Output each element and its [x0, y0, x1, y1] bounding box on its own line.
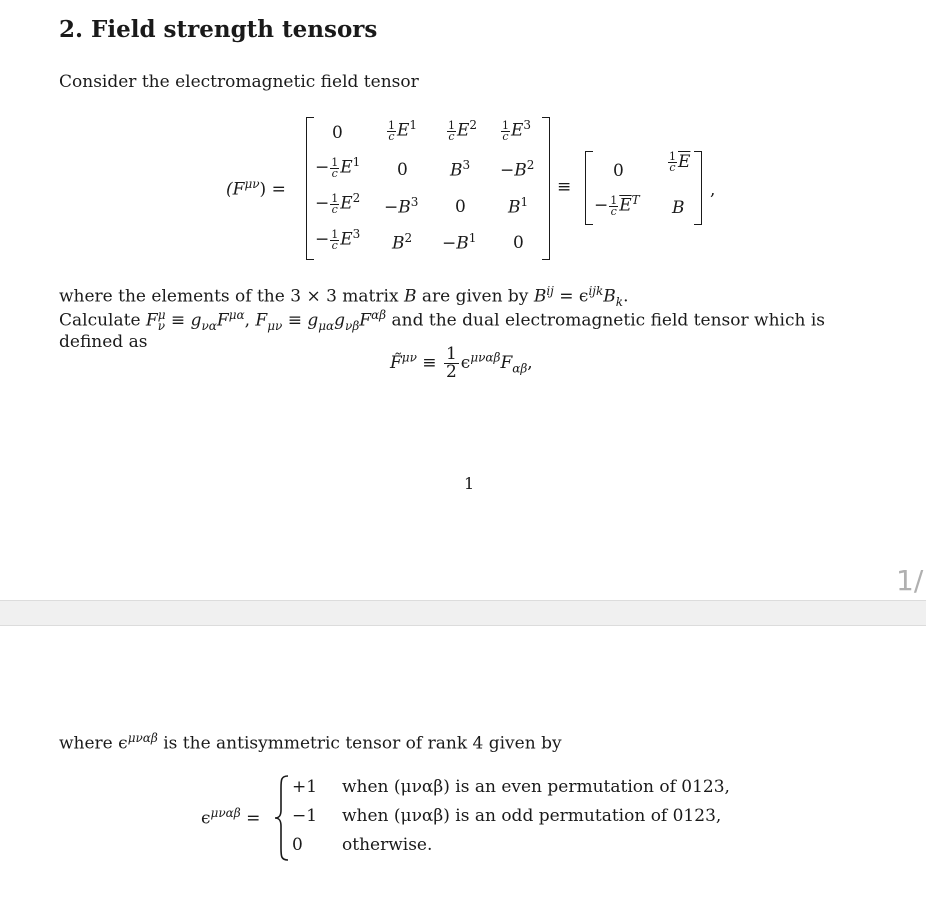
case-value: −1: [292, 806, 318, 826]
page-separator: [0, 600, 926, 626]
intro-text: Consider the electromagnetic field tensor: [59, 72, 419, 92]
case-condition: when (μναβ) is an even permutation of 0123,: [342, 777, 730, 797]
epsilon-intro-text: where $\epsilon^{\mu\nu\alpha\beta}$ is the antisymmetric tensor of rank 4 given by: [59, 731, 562, 754]
case-condition: otherwise.: [342, 835, 433, 855]
case-condition: when (μναβ) is an odd permutation of 0123,: [342, 806, 722, 826]
equiv-sign: ≡: [557, 177, 572, 197]
calculate-text: Calculate F μ ν ≡ $g_{\nu\alpha}F^{\mu\alpha}$, $F_{\mu\nu} \equiv g_{\mu\alpha}g_{\nu\beta}F^{\alpha\beta}$ and the dual electromagnetic field tensor which is: [59, 308, 825, 334]
case-value: +1: [292, 777, 318, 797]
case-value: 0: [292, 835, 303, 855]
page-number: 1: [464, 474, 475, 493]
defined-as-text: defined as: [59, 332, 148, 352]
dual-tensor-equation: F̃$^{\mu\nu}$ ≡ $\frac{1}{2}$ $\epsilon^{\mu\nu\alpha\beta}F_{\alpha\beta}$,: [390, 344, 533, 382]
page-indicator: 1/: [896, 564, 924, 597]
matrix-comma: ,: [710, 180, 716, 200]
section-title: 2. Field strength tensors: [59, 16, 378, 43]
tensor-lhs: $(F^{\mu\nu})$ =: [226, 177, 286, 200]
levi-civita-lhs: $\epsilon^{\mu\nu\alpha\beta}$ =: [201, 806, 261, 829]
matrix-b-definition: where the elements of the 3 × 3 matrix B are given by $B^{ij} = \epsilon^{ijk}B_k$.: [59, 284, 629, 310]
